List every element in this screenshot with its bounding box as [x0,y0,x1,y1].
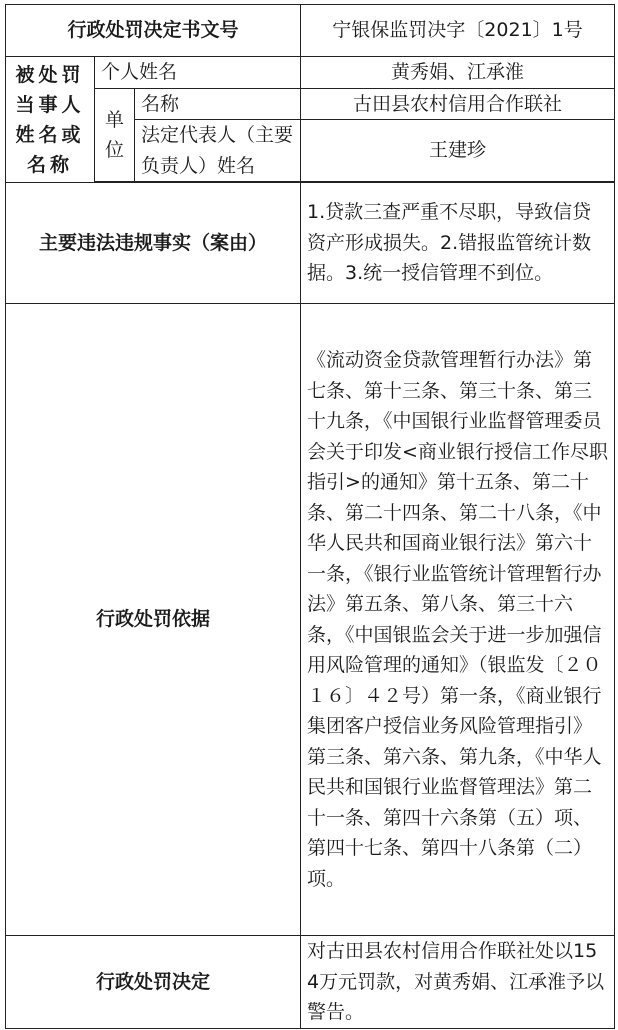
unit-label: 单位 [95,88,135,182]
doc-number-label: 行政处罚决定书文号 [6,5,301,57]
row-individual [6,57,615,89]
row-violation [6,183,615,304]
doc-number-value: 宁银保监罚决字〔2021〕1号 [301,5,615,57]
penalty-table [5,4,615,1029]
individual-value: 黄秀娟、江承淮 [301,57,615,89]
unit-name-value: 古田县农村信用合作联社 [301,88,615,120]
violation-value: 1.贷款三查严重不尽职，导致信贷资产形成损失。2.错报监管统计数据。3.统一授信管理不到位。 [301,183,615,304]
party-label: 被处罚当事人姓名或名称 [6,57,95,183]
row-doc-number [6,5,615,57]
row-decision [6,936,615,1029]
legal-rep-value: 王建珍 [301,120,615,182]
basis-label: 行政处罚依据 [6,304,301,936]
violation-label: 主要违法违规事实（案由） [6,183,301,304]
legal-rep-label: 法定代表人（主要负责人）姓名 [135,120,301,182]
row-unit-name [6,88,615,120]
row-basis [6,304,615,936]
individual-label: 个人姓名 [95,57,301,89]
decision-label: 行政处罚决定 [6,936,301,1029]
decision-value: 对古田县农村信用合作联社处以154万元罚款，对黄秀娟、江承淮予以警告。 [301,936,615,1029]
basis-value: 《流动资金贷款管理暂行办法》第七条、第十三条、第三十条、第三十九条，《中国银行业监督管理委员会关于印发<商业银行授信工作尽职指引>的通知》第十五条、第二十条、第二十四条、第二十八条，《中华人民共和国商业银行法》第六十一条，《银行业监管统计管理暂行办法》第五条、第八条、第三十六条，《中国银监会关于进一步加强信用风险管理的通知》（银监发〔２０１６〕４２号）第一条，《商业银行集团客户授信业务风险管理指引》第三条、第六条、第九条，《中华人民共和国银行业监督管理法》第二十一条、第四十六条第（五）项、第四十七条、第四十八条第（二）项。 [301,304,615,936]
unit-name-label: 名称 [135,88,301,120]
